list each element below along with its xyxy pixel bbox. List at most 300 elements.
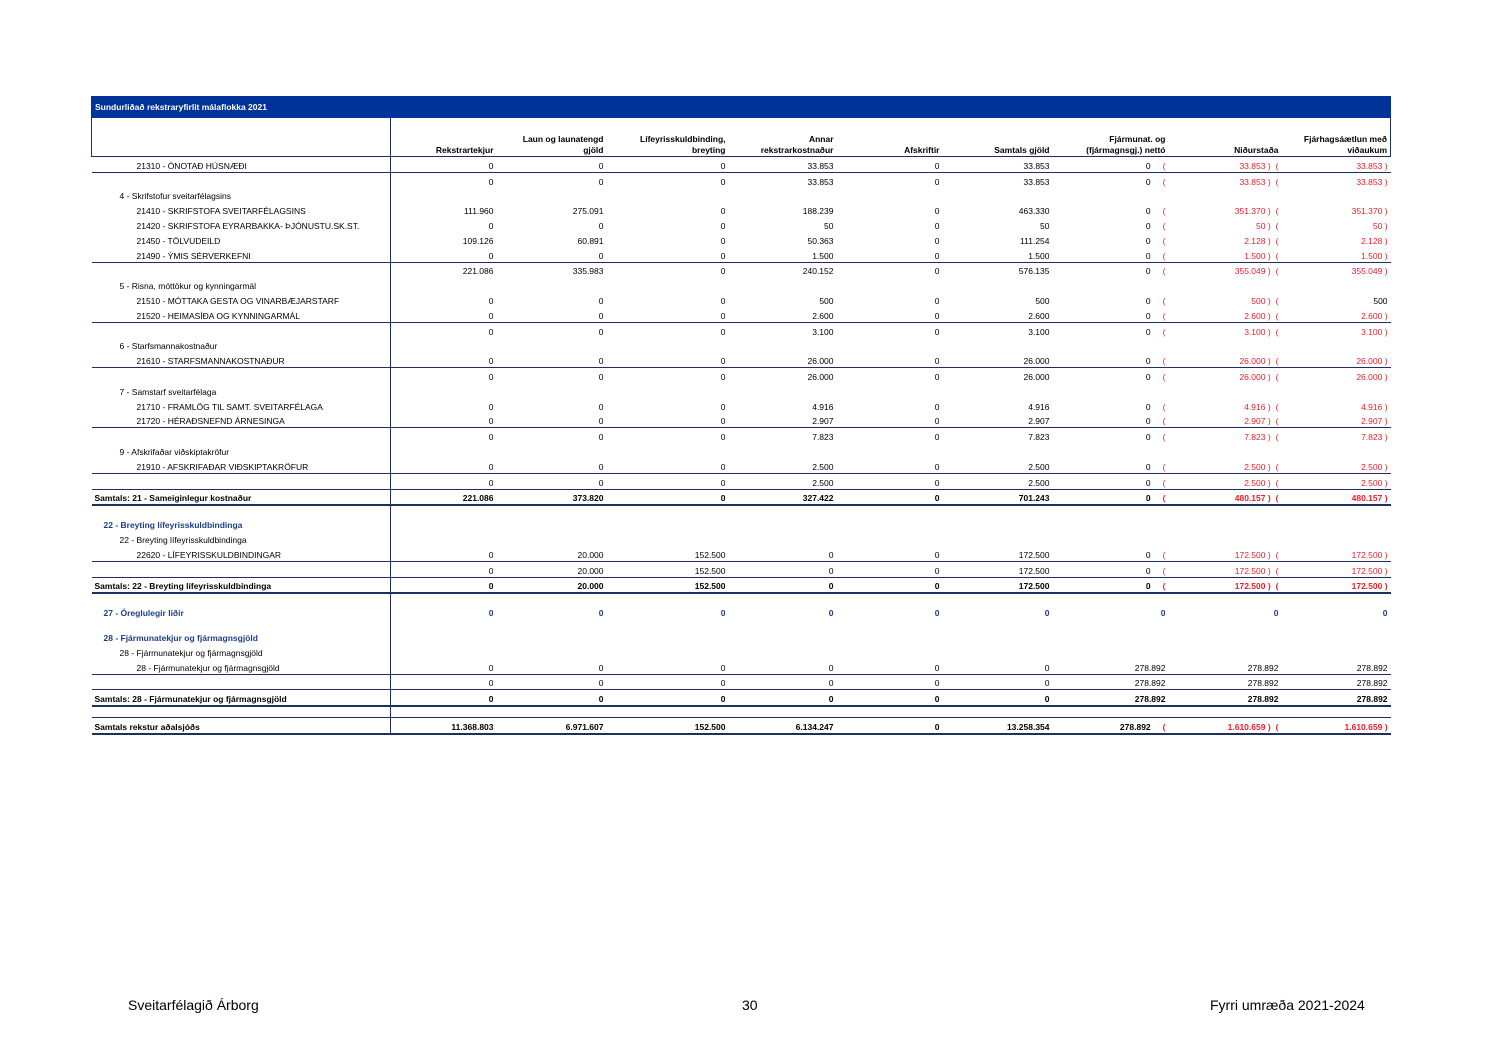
- cell-value: 0: [720, 356, 726, 367]
- cell-value: 278.892: [1282, 674, 1391, 690]
- table-row-item: [92, 413, 1391, 428]
- cell-value: 0: [943, 690, 1053, 706]
- cell-value: 1.500 ) (: [1244, 250, 1279, 261]
- table-row-item: [92, 546, 1391, 561]
- cell-value: 0: [607, 473, 729, 489]
- cell-value: 0: [720, 461, 726, 472]
- table-row-subtotal: [92, 561, 1391, 577]
- cell-value: 500: [1373, 295, 1388, 306]
- cell-value: 240.152: [729, 262, 837, 277]
- row-fill: [391, 338, 1391, 353]
- row-label: [92, 172, 391, 187]
- row-fill: [391, 188, 1391, 203]
- negative-open-paren: (: [1275, 371, 1279, 382]
- cell-value: 13.258.354: [943, 718, 1053, 734]
- cell-value: 0: [607, 262, 729, 277]
- cell-value: 278.892: [1053, 674, 1169, 690]
- negative-open-paren: (: [1275, 176, 1279, 187]
- table-row-item: [92, 247, 1391, 262]
- cell-value: 0: [607, 368, 729, 383]
- cell-value: 0 (: [1145, 235, 1166, 246]
- cell-value: 50 ): [1372, 220, 1388, 231]
- table-row-group: [92, 383, 1391, 398]
- cell-value: 2.500 ): [1361, 461, 1388, 472]
- cell-value: 0: [598, 295, 604, 306]
- cell-value: 0: [497, 674, 607, 690]
- row-fill: [391, 531, 1391, 546]
- cell-value: 152.500: [607, 718, 729, 734]
- negative-open-paren: (: [1275, 206, 1279, 217]
- cell-value: 0 (: [1053, 577, 1169, 593]
- negative-open-paren: (: [1162, 401, 1166, 412]
- cell-value: 335.983: [497, 262, 607, 277]
- cell-value: 351.370 ): [1351, 206, 1388, 217]
- negative-open-paren: (: [1275, 432, 1279, 443]
- cell-value: 0 (: [1145, 250, 1166, 261]
- row-label: [92, 428, 391, 443]
- cell-value: 0: [607, 489, 729, 505]
- cell-value: 0: [1160, 608, 1166, 619]
- cell-value: 463.330: [1018, 206, 1050, 217]
- cell-value: 500 ) (: [1251, 295, 1279, 306]
- cell-value: 0: [943, 674, 1053, 690]
- cell-value: 327.422: [729, 489, 837, 505]
- table-row-group: [92, 644, 1391, 659]
- cell-value: 0: [391, 577, 497, 593]
- cell-value: 0: [1044, 608, 1050, 619]
- cell-value: 278.892: [1169, 674, 1282, 690]
- row-fill: [391, 277, 1391, 292]
- negative-open-paren: (: [1275, 326, 1279, 337]
- cell-value: 33.853: [943, 172, 1053, 187]
- cell-value: 172.500 ): [1351, 549, 1388, 560]
- cell-value: 0: [488, 608, 494, 619]
- row-label: 28 - Fjármunatekjur og fjármagnsgjöld: [92, 659, 391, 674]
- negative-open-paren: (: [1275, 581, 1279, 592]
- cell-value: 172.500: [943, 577, 1053, 593]
- row-label: 28 - Fjármunatekjur og fjármagnsgjöld: [92, 629, 391, 644]
- negative-open-paren: (: [1162, 432, 1166, 443]
- row-label: 21910 - AFSKRIFAÐAR VIÐSKIPTAKRÖFUR: [92, 458, 391, 473]
- cell-value: 7.823 ): [1282, 428, 1391, 443]
- cell-value: 152.500: [694, 549, 726, 560]
- cell-value: 355.049 ) (: [1169, 262, 1282, 277]
- cell-value: 3.100: [729, 322, 837, 337]
- negative-open-paren: (: [1162, 416, 1166, 427]
- cell-value: 0 (: [1145, 356, 1166, 367]
- row-label: Samtals: 28 - Fjármunatekjur og fjármagnsgjöld: [92, 690, 391, 706]
- cell-value: 278.892: [1134, 662, 1166, 673]
- cell-value: 2.500 ) (: [1169, 473, 1282, 489]
- table-title: Sundurliðað rekstraryfirlit málaflokka 2021: [92, 96, 1391, 118]
- spacer-fill: [391, 593, 1391, 604]
- cell-value: 0: [934, 160, 940, 171]
- cell-value: 0: [837, 322, 943, 337]
- cell-value: 0: [837, 473, 943, 489]
- spacer-fill: [391, 619, 1391, 629]
- row-fill: [391, 443, 1391, 458]
- cell-value: 172.500 ): [1282, 577, 1391, 593]
- row-label: 21490 - ÝMIS SÉRVERKEFNI: [92, 247, 391, 262]
- negative-open-paren: (: [1275, 250, 1279, 261]
- negative-open-paren: (: [1275, 220, 1279, 231]
- cell-value: 0: [488, 662, 494, 673]
- cell-value: 33.853: [1023, 160, 1050, 171]
- row-label: 21510 - MÓTTAKA GESTA OG VINARBÆJARSTARF: [92, 292, 391, 307]
- row-label: 7 - Samstarf sveitarfélaga: [92, 383, 391, 398]
- cell-value: 0: [497, 368, 607, 383]
- cell-value: 0: [934, 662, 940, 673]
- row-label: 5 - Risna, móttökur og kynningarmál: [92, 277, 391, 292]
- cell-value: 0: [720, 295, 726, 306]
- cell-value: 7.823 ) (: [1169, 428, 1282, 443]
- table-row-item: [92, 217, 1391, 232]
- cell-value: 0: [720, 160, 726, 171]
- row-label: [92, 473, 391, 489]
- column-header: Fjárhagsáætlun með viðaukum: [1282, 118, 1391, 157]
- cell-value: 278.892: [1169, 690, 1282, 706]
- negative-open-paren: (: [1162, 160, 1166, 171]
- row-label: [92, 368, 391, 383]
- cell-value: 26.000 ) (: [1169, 368, 1282, 383]
- cell-value: 7.823: [729, 428, 837, 443]
- cell-value: 0: [934, 416, 940, 427]
- cell-value: 0: [837, 172, 943, 187]
- cell-value: 0: [488, 250, 494, 261]
- cell-value: 0: [598, 608, 604, 619]
- cell-value: 33.853: [807, 160, 834, 171]
- cell-value: 355.049 ): [1282, 262, 1391, 277]
- cell-value: 0: [837, 674, 943, 690]
- negative-open-paren: (: [1162, 581, 1166, 592]
- row-label: [92, 322, 391, 337]
- spacer-fill: [391, 505, 1391, 516]
- cell-value: 33.853 ) (: [1169, 172, 1282, 187]
- column-header: Samtals gjöld: [943, 118, 1053, 157]
- cell-value: 152.500: [607, 561, 729, 577]
- cell-value: 0: [607, 690, 729, 706]
- cell-value: 0: [598, 310, 604, 321]
- cell-value: 0: [488, 310, 494, 321]
- column-header: Niðurstaða: [1169, 118, 1282, 157]
- cell-value: 0: [391, 172, 497, 187]
- table-row-subtotal: [92, 473, 1391, 489]
- cell-value: 0 (: [1145, 416, 1166, 427]
- negative-open-paren: (: [1162, 295, 1166, 306]
- cell-value: 0: [934, 235, 940, 246]
- cell-value: 26.000: [729, 368, 837, 383]
- negative-open-paren: (: [1162, 721, 1166, 732]
- cell-value: 0: [837, 262, 943, 277]
- cell-value: 0: [720, 608, 726, 619]
- row-label: [92, 674, 391, 690]
- cell-value: 0: [497, 690, 607, 706]
- negative-open-paren: (: [1275, 295, 1279, 306]
- cell-value: 0: [729, 690, 837, 706]
- table-row-item: [92, 398, 1391, 413]
- table-row-group: [92, 188, 1391, 203]
- cell-value: 33.853 ): [1282, 172, 1391, 187]
- table-row-group: [92, 277, 1391, 292]
- cell-value: 109.126: [462, 235, 494, 246]
- row-label: [92, 262, 391, 277]
- cell-value: 0: [598, 461, 604, 472]
- cell-value: 221.086: [391, 489, 497, 505]
- negative-open-paren: (: [1275, 493, 1279, 504]
- cell-value: 0: [391, 561, 497, 577]
- cell-value: 0 (: [1145, 206, 1166, 217]
- row-label: 28 - Fjármunatekjur og fjármagnsgjöld: [92, 644, 391, 659]
- negative-open-paren: (: [1275, 266, 1279, 277]
- table-row-spacer: [92, 619, 1391, 629]
- negative-open-paren: (: [1162, 235, 1166, 246]
- cell-value: 0 (: [1053, 489, 1169, 505]
- cell-value: 0: [934, 401, 940, 412]
- table-row-grand: [92, 577, 1391, 593]
- column-header-label: [92, 118, 391, 157]
- cell-value: 0: [934, 356, 940, 367]
- table-row-subtotal: [92, 674, 1391, 690]
- row-label: 22 - Breyting lífeyrisskuldbindinga: [92, 516, 391, 531]
- table-row-subtotal: [92, 172, 1391, 187]
- column-header: Lífeyrisskuldbinding, breyting: [607, 118, 729, 157]
- negative-open-paren: (: [1275, 310, 1279, 321]
- column-header: Laun og launatengd gjöld: [497, 118, 607, 157]
- negative-open-paren: (: [1162, 220, 1166, 231]
- cell-value: 0: [391, 368, 497, 383]
- row-label: 22 - Breyting lífeyrisskuldbindinga: [92, 531, 391, 546]
- negative-open-paren: (: [1275, 549, 1279, 560]
- table-row-item: [92, 307, 1391, 322]
- table-row-subtotal: [92, 428, 1391, 443]
- cell-value: 2.907 ): [1361, 416, 1388, 427]
- cell-value: 2.500: [1028, 461, 1050, 472]
- cell-value: 0: [934, 220, 940, 231]
- negative-open-paren: (: [1162, 176, 1166, 187]
- table-row-grand: [92, 690, 1391, 706]
- row-label: 21310 - ÓNOTAÐ HÚSNÆÐI: [92, 157, 391, 173]
- cell-value: 0 (: [1145, 220, 1166, 231]
- cell-value: 33.853 ) (: [1239, 160, 1279, 171]
- cell-value: 26.000: [1023, 356, 1050, 367]
- table-row-subtotal: [92, 322, 1391, 337]
- cell-value: 0 (: [1053, 473, 1169, 489]
- cell-value: 4.916: [1028, 401, 1050, 412]
- spacer-fill: [391, 706, 1391, 718]
- cell-value: 7.823: [943, 428, 1053, 443]
- table-row-grand: [92, 489, 1391, 505]
- cell-value: 26.000: [807, 356, 834, 367]
- cell-value: 278.892: [1247, 662, 1279, 673]
- cell-value: 0: [497, 473, 607, 489]
- cell-value: 0 (: [1145, 401, 1166, 412]
- column-header: Fjármunat. og (fjármagnsgj.) nettó: [1053, 118, 1169, 157]
- cell-value: 2.500: [729, 473, 837, 489]
- negative-open-paren: (: [1162, 493, 1166, 504]
- cell-value: 50 ) (: [1256, 220, 1279, 231]
- footer-page-number: 30: [742, 997, 758, 1013]
- cell-value: 20.000: [497, 577, 607, 593]
- cell-value: 0: [391, 322, 497, 337]
- cell-value: 2.500: [943, 473, 1053, 489]
- cell-value: 0: [1044, 662, 1050, 673]
- cell-value: 0 (: [1145, 160, 1166, 171]
- cell-value: 278.892 (: [1053, 718, 1169, 734]
- column-header: Rekstrartekjur: [391, 118, 497, 157]
- table-row-section: [92, 516, 1391, 531]
- table-row-item: [92, 659, 1391, 674]
- negative-open-paren: (: [1162, 549, 1166, 560]
- cell-value: 0: [720, 401, 726, 412]
- table-row-spacer: [92, 505, 1391, 516]
- table-row-item: [92, 157, 1391, 173]
- cell-value: 0: [488, 356, 494, 367]
- row-label: 22620 - LÍFEYRISSKULDBINDINGAR: [92, 546, 391, 561]
- cell-value: 0: [837, 690, 943, 706]
- negative-open-paren: (: [1275, 461, 1279, 472]
- cell-value: 351.370 ) (: [1234, 206, 1279, 217]
- cell-value: 0: [837, 368, 943, 383]
- cell-value: 0: [488, 220, 494, 231]
- table-row-item: [92, 458, 1391, 473]
- cell-value: 0: [720, 206, 726, 217]
- cell-value: 20.000: [497, 561, 607, 577]
- cell-value: 3.100: [943, 322, 1053, 337]
- cell-value: 0: [488, 549, 494, 560]
- cell-value: 0 (: [1053, 428, 1169, 443]
- cell-value: 0: [837, 577, 943, 593]
- negative-open-paren: (: [1275, 401, 1279, 412]
- cell-value: 2.128 ): [1361, 235, 1388, 246]
- cell-value: 2.128 ) (: [1244, 235, 1279, 246]
- row-label: [92, 561, 391, 577]
- cell-value: 26.000: [943, 368, 1053, 383]
- table-row-item: [92, 202, 1391, 217]
- negative-open-paren: (: [1275, 477, 1279, 488]
- row-label: Samtals: 21 - Sameiginlegur kostnaður: [92, 489, 391, 505]
- row-label: 21420 - SKRIFSTOFA EYRARBAKKA- ÞJÓNUSTU.SK.ST.: [92, 217, 391, 232]
- cell-value: 172.500 ): [1282, 561, 1391, 577]
- cell-value: 0 (: [1053, 172, 1169, 187]
- table-row-spacer: [92, 706, 1391, 718]
- cell-value: 1.610.659 ) (: [1169, 718, 1282, 734]
- cell-value: 0: [488, 401, 494, 412]
- row-label: 21450 - TÖLVUDEILD: [92, 232, 391, 247]
- table-row-grand: [92, 718, 1391, 734]
- cell-value: 0: [720, 310, 726, 321]
- row-label: 9 - Afskrifaðar viðskiptakröfur: [92, 443, 391, 458]
- negative-open-paren: (: [1162, 206, 1166, 217]
- row-label: Samtals rekstur aðalsjóðs: [92, 718, 391, 734]
- table-row-item: [92, 292, 1391, 307]
- cell-value: 0: [391, 674, 497, 690]
- cell-value: 0: [391, 473, 497, 489]
- cell-value: 1.500 ): [1361, 250, 1388, 261]
- cell-value: 2.907: [1028, 416, 1050, 427]
- cell-value: 50.363: [807, 235, 834, 246]
- table-row-item: [92, 352, 1391, 367]
- cell-value: 0: [598, 401, 604, 412]
- cell-value: 172.500 ) (: [1234, 549, 1279, 560]
- cell-value: 701.243: [943, 489, 1053, 505]
- cell-value: 60.891: [577, 235, 604, 246]
- cell-value: 0: [729, 577, 837, 593]
- cell-value: 0 (: [1053, 561, 1169, 577]
- table-row-subtotal: [92, 262, 1391, 277]
- cell-value: 0: [607, 172, 729, 187]
- cell-value: 0: [828, 608, 834, 619]
- cell-value: 0: [391, 428, 497, 443]
- cell-value: 0: [607, 428, 729, 443]
- cell-value: 576.135: [943, 262, 1053, 277]
- cell-value: 172.500 ) (: [1169, 561, 1282, 577]
- cell-value: 0 (: [1053, 322, 1169, 337]
- cell-value: 0: [598, 160, 604, 171]
- negative-open-paren: (: [1162, 461, 1166, 472]
- table-title-row: [92, 96, 1391, 118]
- row-fill: [391, 644, 1391, 659]
- cell-value: 2.907 ) (: [1244, 416, 1279, 427]
- negative-open-paren: (: [1162, 356, 1166, 367]
- cell-value: 50: [824, 220, 834, 231]
- cell-value: 2.600: [1028, 310, 1050, 321]
- cell-value: 1.610.659 ): [1282, 718, 1391, 734]
- cell-value: 373.820: [497, 489, 607, 505]
- spacer-cell: [92, 505, 391, 516]
- cell-value: 3.100 ): [1282, 322, 1391, 337]
- cell-value: 0 (: [1145, 549, 1166, 560]
- cell-value: 2.600: [812, 310, 834, 321]
- row-fill: [391, 383, 1391, 398]
- cell-value: 6.134.247: [729, 718, 837, 734]
- row-label: 21610 - STARFSMANNAKOSTNAÐUR: [92, 352, 391, 367]
- table-row-section: [92, 629, 1391, 644]
- cell-value: 26.000 ): [1356, 356, 1388, 367]
- table-row-group: [92, 531, 1391, 546]
- negative-open-paren: (: [1162, 477, 1166, 488]
- cell-value: 0: [598, 662, 604, 673]
- column-header-row: [92, 118, 1391, 157]
- cell-value: 0: [934, 250, 940, 261]
- negative-open-paren: (: [1275, 721, 1279, 732]
- cell-value: 0: [720, 220, 726, 231]
- cell-value: 50: [1040, 220, 1050, 231]
- cell-value: 0: [934, 206, 940, 217]
- negative-open-paren: (: [1275, 235, 1279, 246]
- cell-value: 0 (: [1053, 262, 1169, 277]
- table-row-section: [92, 604, 1391, 619]
- cell-value: 0: [828, 662, 834, 673]
- cell-value: 0: [934, 608, 940, 619]
- cell-value: 0: [934, 461, 940, 472]
- table-row-subtotal: [92, 368, 1391, 383]
- cell-value: 0: [607, 674, 729, 690]
- cell-value: 0: [488, 160, 494, 171]
- budget-table: [91, 96, 1391, 735]
- row-label: 27 - Óreglulegir liðir: [92, 604, 391, 619]
- row-label: 21410 - SKRIFSTOFA SVEITARFÉLAGSINS: [92, 202, 391, 217]
- cell-value: 278.892: [1282, 690, 1391, 706]
- negative-open-paren: (: [1275, 565, 1279, 576]
- table-row-group: [92, 338, 1391, 353]
- cell-value: 0: [488, 295, 494, 306]
- cell-value: 0: [1382, 608, 1388, 619]
- footer-municipality: Sveitarfélagið Árborg: [128, 997, 259, 1013]
- cell-value: 1.500: [812, 250, 834, 261]
- cell-value: 2.907: [812, 416, 834, 427]
- cell-value: 111.960: [464, 206, 494, 217]
- cell-value: 221.086: [391, 262, 497, 277]
